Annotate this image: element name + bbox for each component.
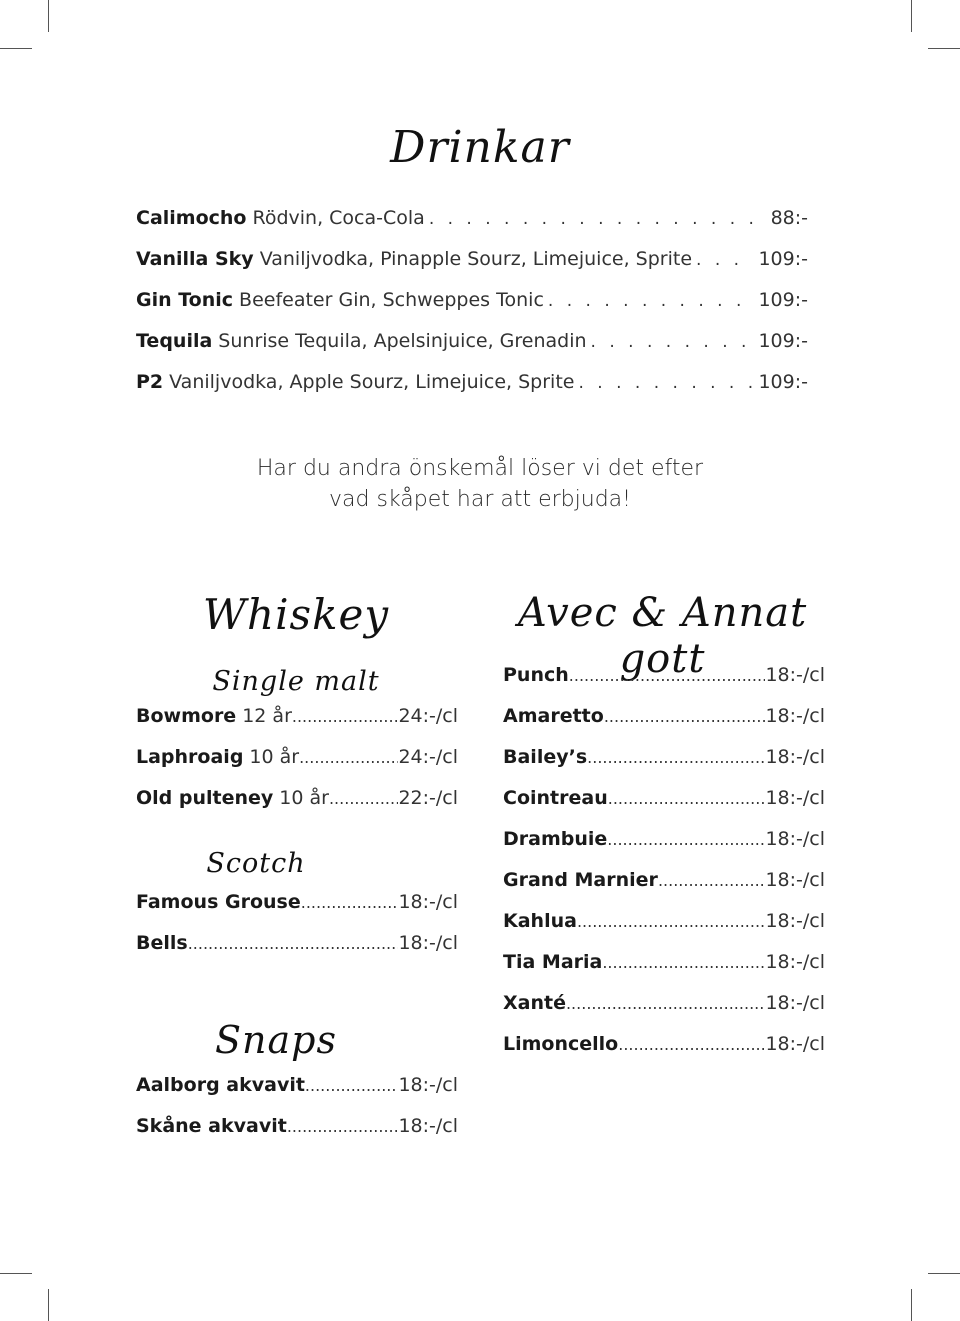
list-item	[136, 705, 458, 746]
item-age: 10 år	[279, 787, 329, 809]
item-price: 18:-/cl	[765, 992, 825, 1014]
drink-ingredients: Vaniljvodka, Apple Sourz, Limejuice, Sprite	[169, 371, 575, 393]
list-item	[136, 932, 458, 973]
item-name: Famous Grouse	[136, 891, 301, 913]
item-name: Kahlua	[503, 910, 577, 932]
crop-mark	[911, 0, 912, 32]
dot-leader	[604, 707, 766, 726]
list-item	[503, 869, 825, 910]
item-price: 22:-/cl	[398, 787, 458, 809]
scotch-heading: Scotch	[206, 848, 306, 879]
drink-name: Vanilla Sky	[136, 248, 254, 270]
item-name: Drambuie	[503, 828, 608, 850]
crop-mark	[48, 0, 49, 32]
item-name: Laphroaig	[136, 746, 244, 768]
item-price: 24:-/cl	[398, 746, 458, 768]
drink-row	[136, 248, 808, 289]
dot-leader	[299, 748, 398, 767]
page-title: Drinkar	[390, 122, 570, 173]
item-price: 18:-/cl	[765, 746, 825, 768]
item-name: Old pulteney	[136, 787, 274, 809]
item-price: 24:-/cl	[398, 705, 458, 727]
drink-price: 109:-	[758, 330, 808, 352]
list-item	[136, 746, 458, 787]
item-name: Tia Maria	[503, 951, 603, 973]
dot-leader	[618, 1035, 765, 1054]
dot-leader	[569, 666, 766, 685]
list-item	[503, 664, 825, 705]
drink-ingredients: Vaniljvodka, Pinapple Sourz, Limejuice, Sprite	[259, 248, 693, 270]
dot-leader	[591, 332, 755, 352]
avec-heading: Avec & Annat gott	[517, 590, 808, 682]
snaps-list	[136, 1074, 458, 1156]
dot-leader	[188, 934, 399, 953]
single-malt-heading: Single malt	[212, 666, 380, 697]
list-item	[136, 891, 458, 932]
list-item	[503, 705, 825, 746]
drink-row	[136, 330, 808, 371]
crop-mark	[911, 1289, 912, 1321]
drink-price: 109:-	[758, 289, 808, 311]
dot-leader	[329, 789, 398, 808]
list-item	[503, 1033, 825, 1074]
dot-leader	[658, 871, 766, 890]
item-price: 18:-/cl	[765, 910, 825, 932]
item-age: 12 år	[242, 705, 292, 727]
item-price: 18:-/cl	[398, 932, 458, 954]
crop-mark	[48, 1289, 49, 1321]
list-item	[503, 951, 825, 992]
item-name: Cointreau	[503, 787, 608, 809]
dot-leader	[305, 1076, 399, 1095]
dot-leader	[301, 893, 399, 912]
snaps-heading: Snaps	[215, 1018, 337, 1062]
list-item	[503, 787, 825, 828]
drink-name: Calimocho	[136, 207, 247, 229]
crop-mark	[928, 1273, 960, 1274]
list-item	[136, 787, 458, 828]
dot-leader	[602, 953, 765, 972]
item-price: 18:-/cl	[765, 951, 825, 973]
item-price: 18:-/cl	[398, 1115, 458, 1137]
list-item	[136, 1115, 458, 1156]
item-price: 18:-/cl	[765, 664, 825, 686]
single-malt-list	[136, 705, 458, 828]
list-item	[503, 992, 825, 1033]
drink-ingredients: Beefeater Gin, Schweppes Tonic	[239, 289, 544, 311]
avec-list	[503, 664, 825, 1074]
dot-leader	[548, 291, 755, 311]
custom-request-note	[0, 453, 960, 515]
item-name: Aalborg akvavit	[136, 1074, 305, 1096]
list-item	[503, 746, 825, 787]
drink-name: P2	[136, 371, 164, 393]
drink-row	[136, 371, 808, 412]
scotch-list	[136, 891, 458, 973]
dot-leader	[566, 994, 765, 1013]
dot-leader	[292, 707, 399, 726]
drinks-list	[136, 207, 808, 412]
item-price: 18:-/cl	[765, 869, 825, 891]
dot-leader	[587, 748, 765, 767]
dot-leader	[578, 373, 754, 393]
note-line: Har du andra önskemål löser vi det efter	[256, 456, 704, 481]
item-name: Bailey’s	[503, 746, 588, 768]
item-name: Punch	[503, 664, 569, 686]
list-item	[503, 910, 825, 951]
item-price: 18:-/cl	[765, 705, 825, 727]
list-item	[503, 828, 825, 869]
drink-row	[136, 289, 808, 330]
dot-leader	[696, 250, 754, 270]
item-name: Amaretto	[503, 705, 604, 727]
dot-leader	[608, 789, 766, 808]
item-name: Xanté	[503, 992, 566, 1014]
crop-mark	[0, 48, 32, 49]
item-name: Skåne akvavit	[136, 1115, 287, 1137]
dot-leader	[577, 912, 766, 931]
dot-leader	[287, 1117, 399, 1136]
item-price: 18:-/cl	[398, 891, 458, 913]
whiskey-heading: Whiskey	[202, 590, 390, 639]
item-age: 10 år	[249, 746, 300, 768]
item-name: Bells	[136, 932, 188, 954]
drink-row	[136, 207, 808, 248]
note-line: vad skåpet har att erbjuda!	[329, 487, 631, 512]
drink-price: 109:-	[758, 371, 808, 393]
drink-name: Tequila	[136, 330, 213, 352]
drink-name: Gin Tonic	[136, 289, 234, 311]
item-name: Bowmore	[136, 705, 237, 727]
crop-mark	[928, 48, 960, 49]
item-price: 18:-/cl	[398, 1074, 458, 1096]
item-name: Grand Marnier	[503, 869, 658, 891]
item-price: 18:-/cl	[765, 1033, 825, 1055]
crop-mark	[0, 1273, 32, 1274]
list-item	[136, 1074, 458, 1115]
item-price: 18:-/cl	[765, 787, 825, 809]
dot-leader	[429, 209, 767, 229]
drink-ingredients: Rödvin, Coca-Cola	[252, 207, 425, 229]
drink-ingredients: Sunrise Tequila, Apelsinjuice, Grenadin	[218, 330, 587, 352]
item-price: 18:-/cl	[765, 828, 825, 850]
drink-price: 109:-	[758, 248, 808, 270]
drink-price: 88:-	[770, 207, 808, 229]
item-name: Limoncello	[503, 1033, 619, 1055]
dot-leader	[607, 830, 765, 849]
